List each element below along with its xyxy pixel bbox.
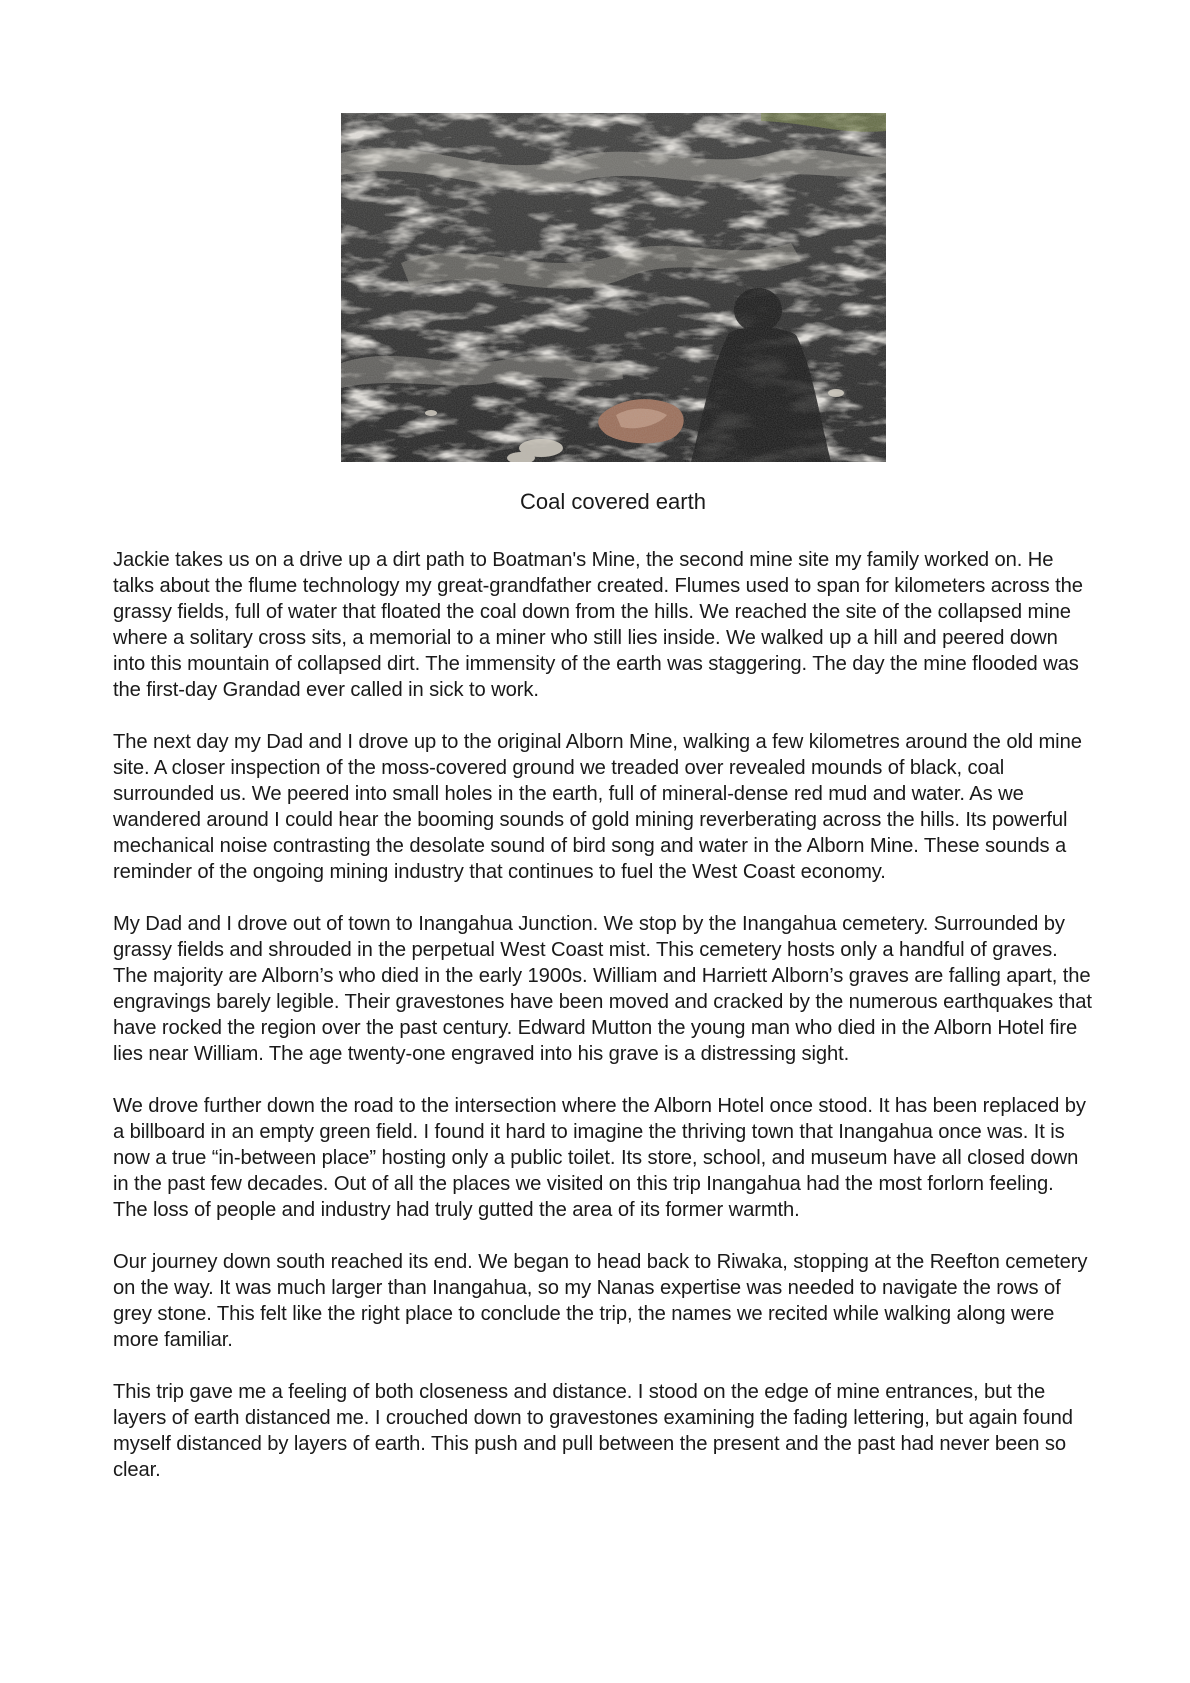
paragraph: We drove further down the road to the intersection where the Alborn Hotel once stood. It has been replaced by a billboard in an empty green field. I found it hard to imagine the thriving town that Inangahua once was. It is now a true “in-between place” hosting only a public toilet. Its store, school, and museum have all closed down in the past few decades. Out of all the places we visited on this trip Inangahua had the most forlorn feeling. The loss of people and industry had truly gutted the area of its former warmth. — [113, 1095, 1086, 1221]
paragraph: Jackie takes us on a drive up a dirt path to Boatman's Mine, the second mine site my family worked on. He talks about the flume technology my great-grandfather created. Flumes used to span for kilometers across the grassy fields, full of water that floated the coal down from the hills. We reached the site of the collapsed mine where a solitary cross sits, a memorial to a miner who still lies inside. We walked up a hill and peered down into this mountain of collapsed dirt. The immensity of the earth was staggering. The day the mine flooded was the first-day Grandad ever called in sick to work. — [113, 549, 1083, 701]
paragraph: The next day my Dad and I drove up to the original Alborn Mine, walking a few kilometres around the old mine site. A closer inspection of the moss-covered ground we treaded over revealed mounds of black, coal surrounded us. We peered into small holes in the earth, full of mineral-dense red mud and water. As we wandered around I could hear the booming sounds of gold mining reverberating across the hills. Its powerful mechanical noise contrasting the desolate sound of bird song and water in the Alborn Mine. These sounds a reminder of the ongoing mining industry that continues to fuel the West Coast economy. — [113, 731, 1082, 883]
photo-illustration — [341, 113, 886, 462]
paragraph: My Dad and I drove out of town to Inangahua Junction. We stop by the Inangahua cemetery. Surrounded by grassy fields and shrouded in the perpetual West Coast mist. This cemetery hosts only a handful of graves. The majority are Alborn’s who died in the early 1900s. William and Harriett Alborn’s graves are falling apart, the engravings barely legible. Their gravestones have been moved and cracked by the numerous earthquakes that have rocked the region over the past century. Edward Mutton the young man who died in the Alborn Hotel fire lies near William. The age twenty-one engraved into his grave is a distressing sight. — [113, 913, 1092, 1065]
figure-caption: Coal covered earth — [520, 489, 706, 514]
paragraph: This trip gave me a feeling of both closeness and distance. I stood on the edge of mine entrances, but the layers of earth distanced me. I crouched down to gravestones examining the fading lettering, but again found myself distanced by layers of earth. This push and pull between the present and the past had never been so clear. — [113, 1381, 1073, 1481]
article-body — [113, 547, 1093, 1509]
texture-grain — [341, 113, 886, 462]
photo-coal-covered-earth — [341, 113, 886, 462]
paragraph: Our journey down south reached its end. We began to head back to Riwaka, stopping at the Reefton cemetery on the way. It was much larger than Inangahua, so my Nanas expertise was needed to navigate the rows of grey stone. This felt like the right place to conclude the trip, the names we recited while walking along were more familiar. — [113, 1251, 1088, 1351]
